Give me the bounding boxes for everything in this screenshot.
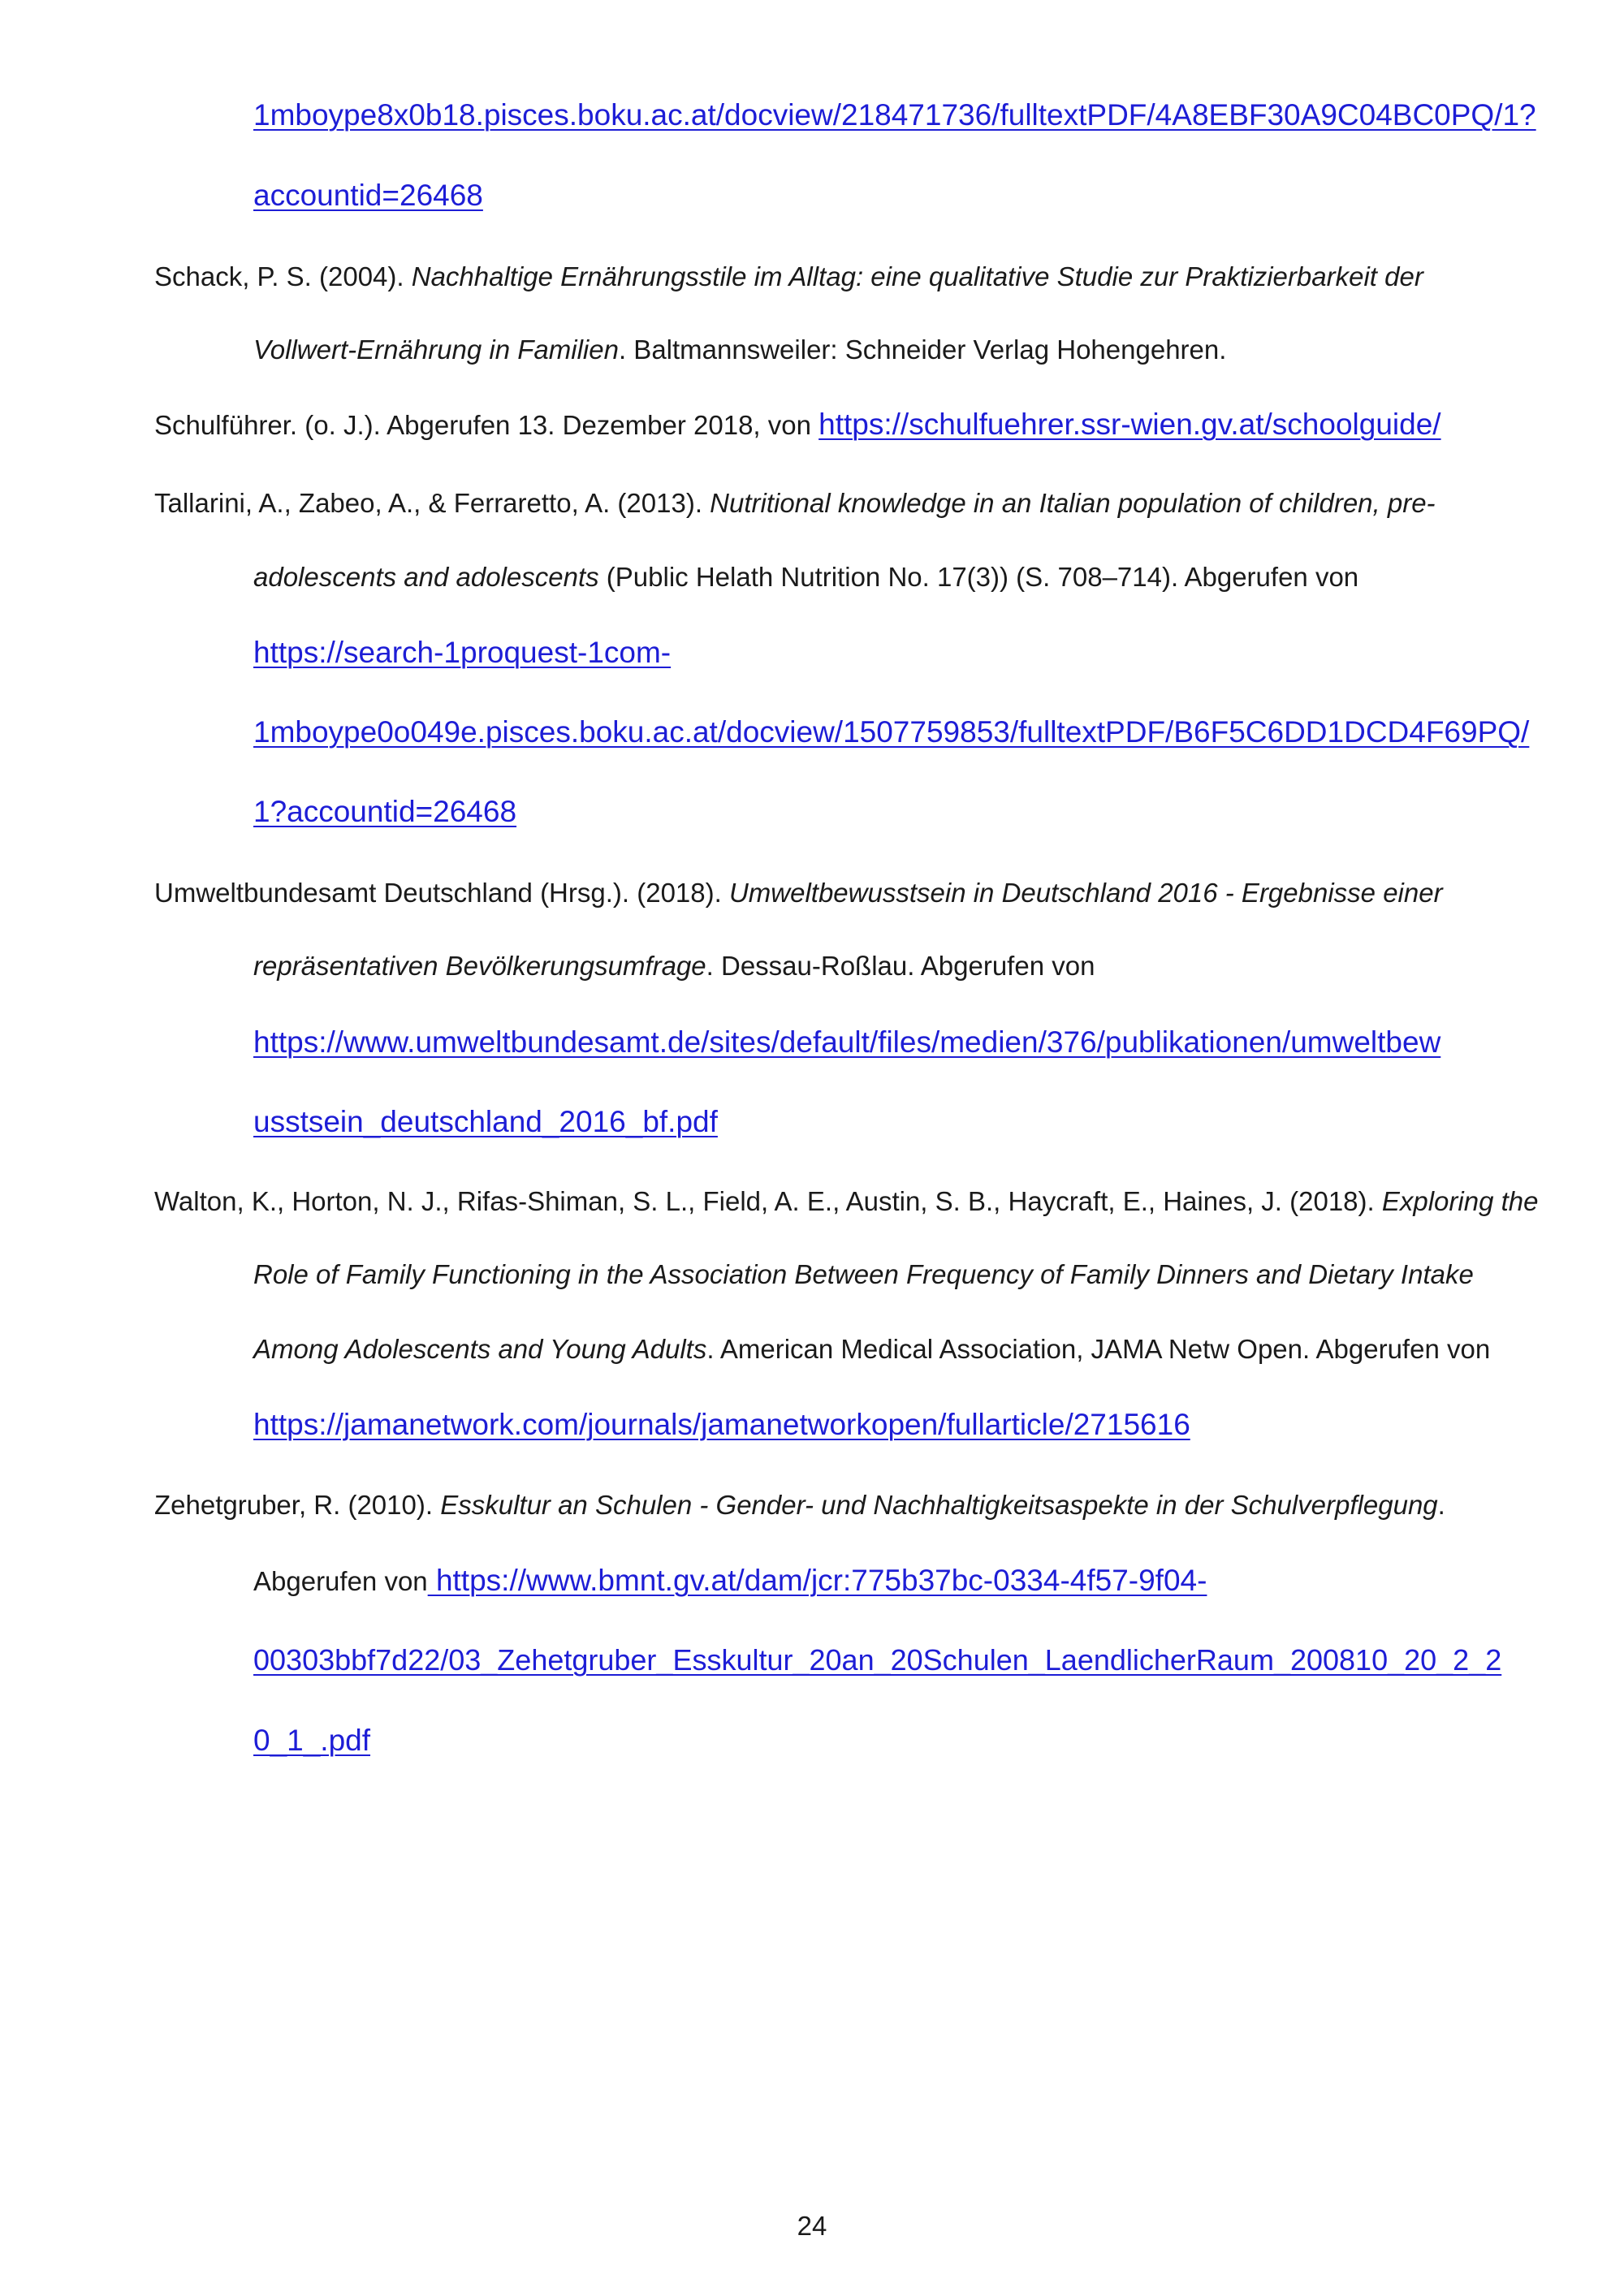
- reference-abgerufen: Abgerufen von: [253, 1566, 428, 1596]
- proquest-link-part1[interactable]: 1mboype8x0b18.pisces.boku.ac.at/docview/218471736/fulltextPDF/4A8EBF30A9C04BC0PQ/1?: [253, 98, 1536, 132]
- reference-link-line: [253, 1104, 718, 1141]
- tallarini-link-part1[interactable]: https://search-1proquest-1com-: [253, 636, 672, 669]
- reference-zehetgruber: [154, 1487, 1445, 1523]
- reference-title-end: .: [1437, 1490, 1445, 1520]
- walton-link[interactable]: https://jamanetwork.com/journals/jamanetworkopen/fullarticle/2715616: [253, 1408, 1190, 1441]
- schulfuehrer-link[interactable]: https://schulfuehrer.ssr-wien.gv.at/schoolguide/: [818, 408, 1441, 441]
- reference-publisher: . Baltmannsweiler: Schneider Verlag Hohengehren.: [618, 334, 1227, 365]
- tallarini-link-part2[interactable]: 1mboype0o049e.pisces.boku.ac.at/docview/1507759853/fulltextPDF/B6F5C6DD1DCD4F69PQ/: [253, 715, 1530, 749]
- umweltbundesamt-link-part1[interactable]: https://www.umweltbundesamt.de/sites/default/files/medien/376/publikationen/umweltbew: [253, 1025, 1441, 1059]
- reference-authors: Umweltbundesamt Deutschland (Hrsg.). (2018).: [154, 878, 729, 908]
- reference-link-line: [253, 1723, 370, 1759]
- reference-schack: [154, 259, 1423, 295]
- reference-walton-cont: [253, 1257, 1474, 1293]
- reference-title: Among Adolescents and Young Adults: [253, 1334, 707, 1364]
- reference-tallarini-cont: [253, 559, 1358, 595]
- reference-umweltbundesamt: [154, 875, 1443, 911]
- reference-title: Vollwert-Ernährung in Familien: [253, 334, 619, 365]
- reference-title: adolescents and adolescents: [253, 562, 599, 592]
- reference-title: Role of Family Functioning in the Association Between Frequency of Family Dinners and Dietary Intake: [253, 1259, 1474, 1289]
- reference-link-line: [253, 1407, 1190, 1444]
- umweltbundesamt-link-part2[interactable]: usstsein_deutschland_2016_bf.pdf: [253, 1105, 718, 1138]
- proquest-link-part2[interactable]: accountid=26468: [253, 179, 483, 212]
- reference-link-line: [253, 178, 483, 214]
- reference-link-line: [253, 635, 671, 671]
- reference-title: Nachhaltige Ernährungsstile im Alltag: eine qualitative Studie zur Praktizierbarkeit der: [411, 261, 1423, 291]
- reference-link-line: [253, 1025, 1440, 1061]
- reference-details: . Dessau-Roßlau. Abgerufen von: [706, 951, 1095, 981]
- zehetgruber-link-part3[interactable]: 0_1_.pdf: [253, 1724, 371, 1757]
- reference-walton-cont: [253, 1331, 1490, 1367]
- reference-authors: Schack, P. S. (2004).: [154, 261, 412, 291]
- reference-title: Esskultur an Schulen - Gender- und Nachhaltigkeitsaspekte in der Schulverpflegung: [440, 1490, 1438, 1520]
- reference-schack-cont: [253, 332, 1226, 368]
- reference-schulfuehrer: [154, 407, 1441, 443]
- reference-zehetgruber-cont: [253, 1563, 1207, 1599]
- reference-authors: Zehetgruber, R. (2010).: [154, 1490, 441, 1520]
- reference-tallarini: [154, 486, 1436, 521]
- reference-link-line: [253, 794, 516, 831]
- reference-authors: Walton, K., Horton, N. J., Rifas-Shiman, S. L., Field, A. E., Austin, S. B., Haycraft, E., Haines, J. (2018).: [154, 1186, 1382, 1216]
- reference-umweltbundesamt-cont: [253, 948, 1095, 984]
- reference-title: Nutritional knowledge in an Italian population of children, pre-: [710, 488, 1436, 518]
- zehetgruber-link-part1[interactable]: https://www.bmnt.gv.at/dam/jcr:775b37bc-0334-4f57-9f04-: [427, 1564, 1207, 1597]
- reference-link-line: [253, 1642, 1501, 1679]
- reference-link-line: [253, 97, 1536, 134]
- page-number: 24: [797, 2211, 827, 2241]
- reference-walton: [154, 1184, 1538, 1219]
- tallarini-link-part3[interactable]: 1?accountid=26468: [253, 795, 517, 828]
- reference-title: Exploring the: [1381, 1186, 1539, 1216]
- reference-text: Schulführer. (o. J.). Abgerufen 13. Dezember 2018, von: [154, 410, 819, 440]
- zehetgruber-link-part2[interactable]: 00303bbf7d22/03_Zehetgruber_Esskultur_20an_20Schulen_LaendlicherRaum_200810_20_2_2: [253, 1643, 1502, 1677]
- reference-title: Umweltbewusstsein in Deutschland 2016 - Ergebnisse einer: [728, 878, 1443, 908]
- reference-details: . American Medical Association, JAMA Netw Open. Abgerufen von: [706, 1334, 1491, 1364]
- reference-title: repräsentativen Bevölkerungsumfrage: [253, 951, 706, 981]
- reference-details: (Public Helath Nutrition No. 17(3)) (S. 708–714). Abgerufen von: [598, 562, 1359, 592]
- reference-link-line: [253, 714, 1529, 751]
- reference-authors: Tallarini, A., Zabeo, A., & Ferraretto, A. (2013).: [154, 488, 710, 518]
